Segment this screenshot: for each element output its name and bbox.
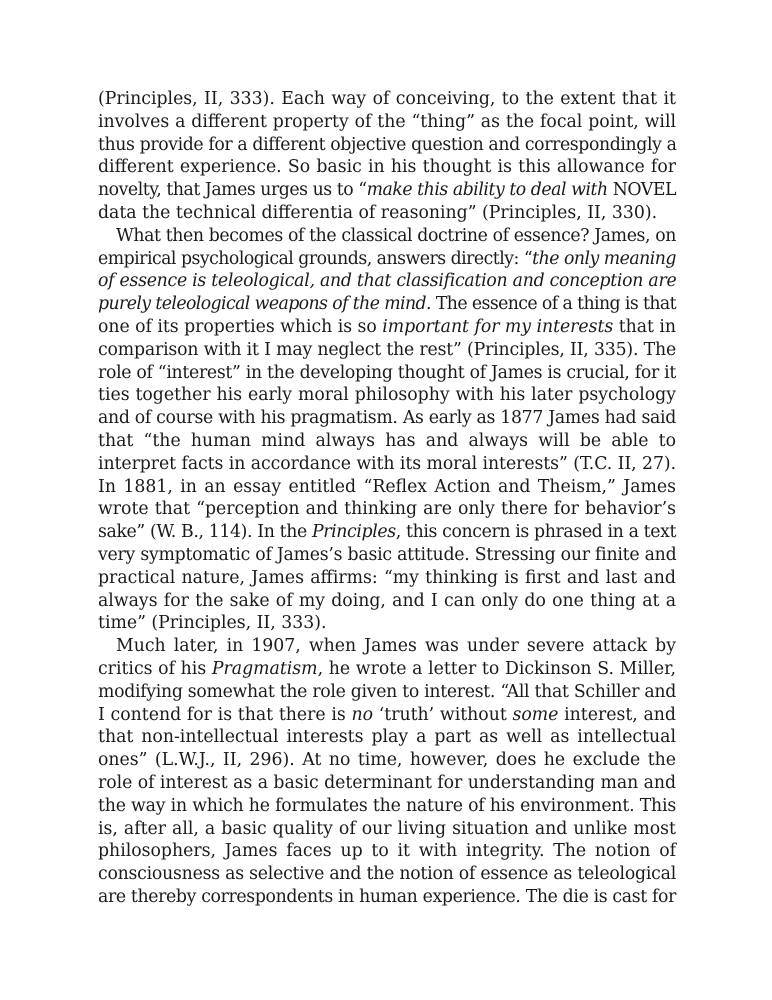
italic-text: purely teleological weapons of the mind. [98,294,431,315]
text-segment: sake” (W. B., 114). In the [98,522,312,543]
text-segment: and of course with his pragmatism. As early as 1877 James had said [98,408,676,429]
text-segment: that in [613,316,676,337]
text-segment: is, after all, a basic quality of our living situation and unlike most [98,818,677,839]
text-line [98,316,676,339]
text-segment: one of its properties which is so [98,316,383,337]
paragraph [98,88,676,225]
text-line [98,704,676,727]
text-line [98,88,676,111]
text-segment: different experience. So basic in his thought is this allowance for [98,157,676,178]
text-line [98,248,676,271]
paragraph [98,635,676,909]
text-segment: always for the sake of my doing, and I can only do one thing at a [98,590,676,611]
text-line [98,567,676,590]
text-line [98,156,676,179]
text-line [98,339,676,362]
text-line [98,886,676,909]
text-line [98,111,676,134]
italic-text: Principles [311,522,396,543]
italic-text: some [512,704,559,725]
text-segment: role of “interest” in the developing thought of James is crucial, for it [98,362,676,383]
text-line [98,498,676,521]
text-segment: ‘truth’ without [373,704,513,725]
text-segment: philosophers, James faces up to it with integrity. The notion of [98,841,676,862]
text-segment: The essence of a thing is that [430,294,677,315]
text-line [98,863,676,886]
italic-text: of essence is teleological, and that classification and conception are [98,271,677,292]
italic-text: Pragmatism [211,658,318,679]
text-segment: time” (Principles, II, 333). [98,613,327,634]
text-line [98,521,676,544]
text-line [98,726,676,749]
text-line [98,407,676,430]
text-segment: involves a different property of the “thing” as the focal point, will [98,111,676,132]
document-page [98,88,676,909]
text-line [98,270,676,293]
text-segment: role of interest as a basic determinant for understanding man and [98,772,677,793]
text-segment: empirical psychological grounds, answers directly: “ [98,248,533,269]
text-segment: thus provide for a different objective question and correspondingly a [98,134,677,155]
text-segment: I contend for is that there is [98,704,352,725]
text-segment: Much later, in 1907, when James was under severe attack by [116,636,676,657]
text-segment: In 1881, in an essay entitled “Reflex Action and Theism,” James [98,476,676,497]
text-line [98,453,676,476]
text-line [98,635,676,658]
text-line [98,293,676,316]
text-segment: interest, and [558,704,676,725]
text-line [98,612,676,635]
text-line [98,134,676,157]
text-segment: , this concern is phrased in a text [395,522,677,543]
italic-text: important for my interests [382,316,614,337]
text-segment: that non-intellectual interests play a part as well as intellectual [98,727,677,748]
text-segment: consciousness as selective and the notion of essence as teleological [98,864,676,885]
text-line [98,430,676,453]
paragraph [98,225,676,635]
text-segment: comparison with it I may neglect the rest” (Principles, II, 335). The [98,339,677,360]
text-line [98,225,676,248]
text-segment: modifying somewhat the role given to interest. “All that Schiller and [98,681,676,702]
text-segment: interpret facts in accordance with its moral interests” (T.C. II, 27). [98,453,677,474]
text-line [98,818,676,841]
text-segment: (Principles, II, 333). Each way of conceiving, to the extent that it [98,89,676,109]
text-segment: What then becomes of the classical doctrine of essence? James, on [116,225,676,246]
text-line [98,840,676,863]
italic-text: make this ability to deal with [366,180,608,201]
text-segment: practical nature, James affirms: “my thinking is first and last and [98,567,676,588]
italic-text: the only meaning [532,248,676,269]
text-segment: wrote that “perception and thinking are only there for behavior’s [98,499,676,520]
text-line [98,362,676,385]
text-segment: ties together his early moral philosophy with his later psychology [98,385,676,406]
text-segment: that “the human mind always has and always will be able to [98,430,676,451]
text-line [98,795,676,818]
text-segment: novelty, that James urges us to “ [98,180,367,201]
text-line [98,544,676,567]
text-segment: the way in which he formulates the nature of his environment. This [98,795,676,816]
text-segment: ones” (L.W.J., II, 296). At no time, however, does he exclude the [98,750,676,771]
text-line [98,179,676,202]
italic-text: no [351,704,374,725]
text-line [98,772,676,795]
text-segment: NOVEL [607,180,676,201]
text-segment: are thereby correspondents in human experience. The die is cast for [98,886,676,907]
text-line [98,590,676,613]
text-line [98,202,676,225]
text-line [98,749,676,772]
text-line [98,384,676,407]
text-segment: very symptomatic of James’s basic attitude. Stressing our finite and [98,544,677,565]
text-segment: , he wrote a letter to Dickinson S. Miller, [317,658,677,679]
text-line [98,681,676,704]
text-line [98,658,676,681]
text-line [98,476,676,499]
text-segment: data the technical differentia of reasoning” (Principles, II, 330). [98,202,658,223]
text-segment: critics of his [98,658,212,679]
